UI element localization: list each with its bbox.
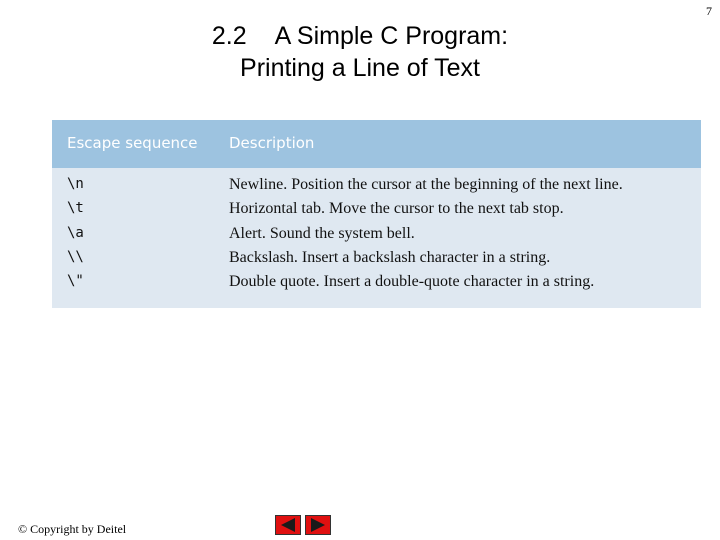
header-description: Description	[229, 134, 315, 152]
table-row	[52, 273, 701, 297]
triangle-right-icon	[310, 518, 326, 532]
triangle-left-icon	[280, 518, 296, 532]
escape-sequence-cell: \n	[67, 176, 84, 192]
table-row	[52, 176, 701, 200]
escape-sequence-cell: \"	[67, 273, 84, 290]
description-cell: Horizontal tab. Move the cursor to the next tab stop.	[229, 200, 564, 218]
description-cell: Double quote. Insert a double-quote character in a string.	[229, 273, 595, 291]
copyright-text: © Copyright by Deitel	[18, 522, 127, 536]
header-escape-sequence: Escape sequence	[67, 134, 198, 152]
table-header	[52, 120, 701, 168]
next-slide-button[interactable]	[305, 515, 331, 535]
title-line-1	[0, 20, 720, 52]
escape-sequence-table	[52, 120, 701, 308]
escape-sequence-cell: \\	[67, 248, 84, 265]
previous-slide-button[interactable]	[275, 515, 301, 535]
page-number: 7	[706, 4, 712, 18]
escape-sequence-cell: \t	[67, 200, 84, 217]
table-row	[52, 225, 701, 249]
section-number: 2.2	[211, 22, 247, 50]
description-cell: Newline. Position the cursor at the beginning of the next line.	[229, 176, 623, 193]
slide-navigation	[275, 515, 331, 535]
slide-title	[0, 20, 720, 84]
title-line-2: Printing a Line of Text	[240, 54, 480, 82]
table-row	[52, 249, 701, 273]
description-cell: Backslash. Insert a backslash character in a string.	[229, 248, 551, 266]
table-body	[52, 176, 701, 297]
escape-sequence-cell: \a	[67, 224, 84, 241]
description-cell: Alert. Sound the system bell.	[229, 224, 415, 242]
table-row	[52, 200, 701, 224]
title-text-1: A Simple C Program:	[274, 22, 509, 50]
